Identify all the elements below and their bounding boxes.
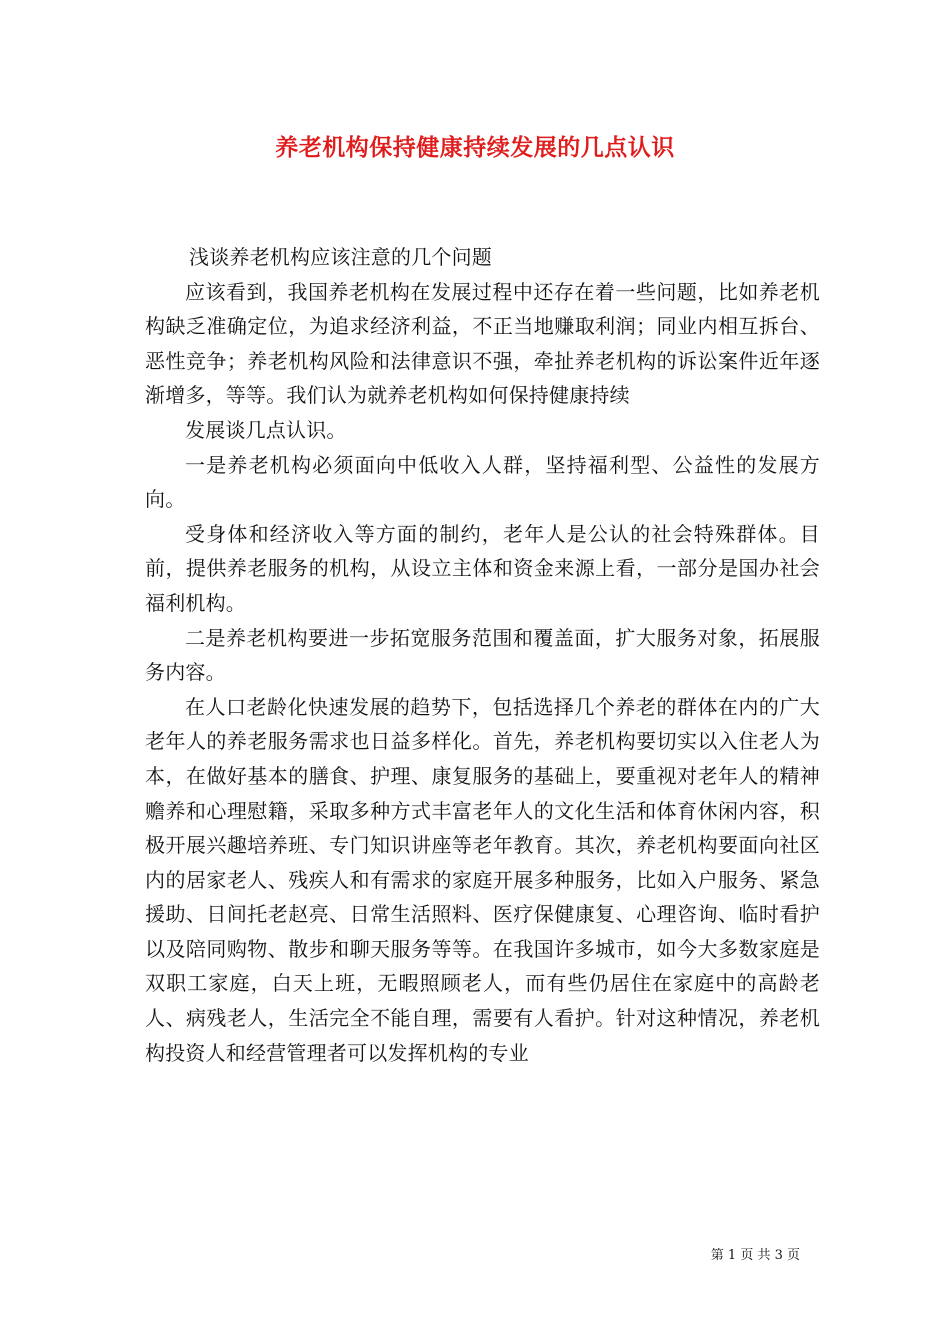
- paragraph: 一是养老机构必须面向中低收入人群，坚持福利型、公益性的发展方向。: [145, 452, 820, 512]
- paragraph: 浅谈养老机构应该注意的几个问题: [189, 245, 492, 269]
- paragraph: 受身体和经济收入等方面的制约，老年人是公认的社会特殊群体。目前，提供养老服务的机构，从设立主体和资金来源上看，一部分是国办社会福利机构。: [145, 521, 820, 615]
- document-body: [145, 240, 820, 1070]
- paragraph: 应该看到，我国养老机构在发展过程中还存在着一些问题，比如养老机构缺乏准确定位，为追求经济利益，不正当地赚取利润；同业内相互拆台、恶性竞争；养老机构风险和法律意识不强，牵扯养老机构的诉讼案件近年逐渐增多，等等。我们认为就养老机构如何保持健康持续: [145, 279, 820, 408]
- paragraph: 二是养老机构要进一步拓宽服务范围和覆盖面，扩大服务对象，拓展服务内容。: [145, 625, 820, 685]
- paragraph: 发展谈几点认识。: [185, 417, 347, 442]
- paragraph: 在人口老龄化快速发展的趋势下，包括选择几个养老的群体在内的广大老年人的养老服务需求也日益多样化。首先，养老机构要切实以入住老人为本，在做好基本的膳食、护理、康复服务的基础上，要重视对老年人的精神赡养和心理慰籍，采取多种方式丰富老年人的文化生活和体育休闲内容，积极开展兴趣培养班、专门知识讲座等老年教育。其次，养老机构要面向社区内的居家老人、残疾人和有需求的家庭开展多种服务，比如入户服务、紧急援助、日间托老赵亮、日常生活照料、医疗保健康复、心理咨询、临时看护以及陪同购物、散步和聊天服务等等。在我国许多城市，如今大多数家庭是双职工家庭，白天上班，无暇照顾老人，而有些仍居住在家庭中的高龄老人、病残老人，生活完全不能自理，需要有人看护。针对这种情况，养老机构投资人和经营管理者可以发挥机构的专业: [145, 694, 820, 1065]
- page-number: 第 1 页 共 3 页: [710, 1248, 800, 1263]
- document-title: 养老机构保持健康持续发展的几点认识: [275, 134, 675, 161]
